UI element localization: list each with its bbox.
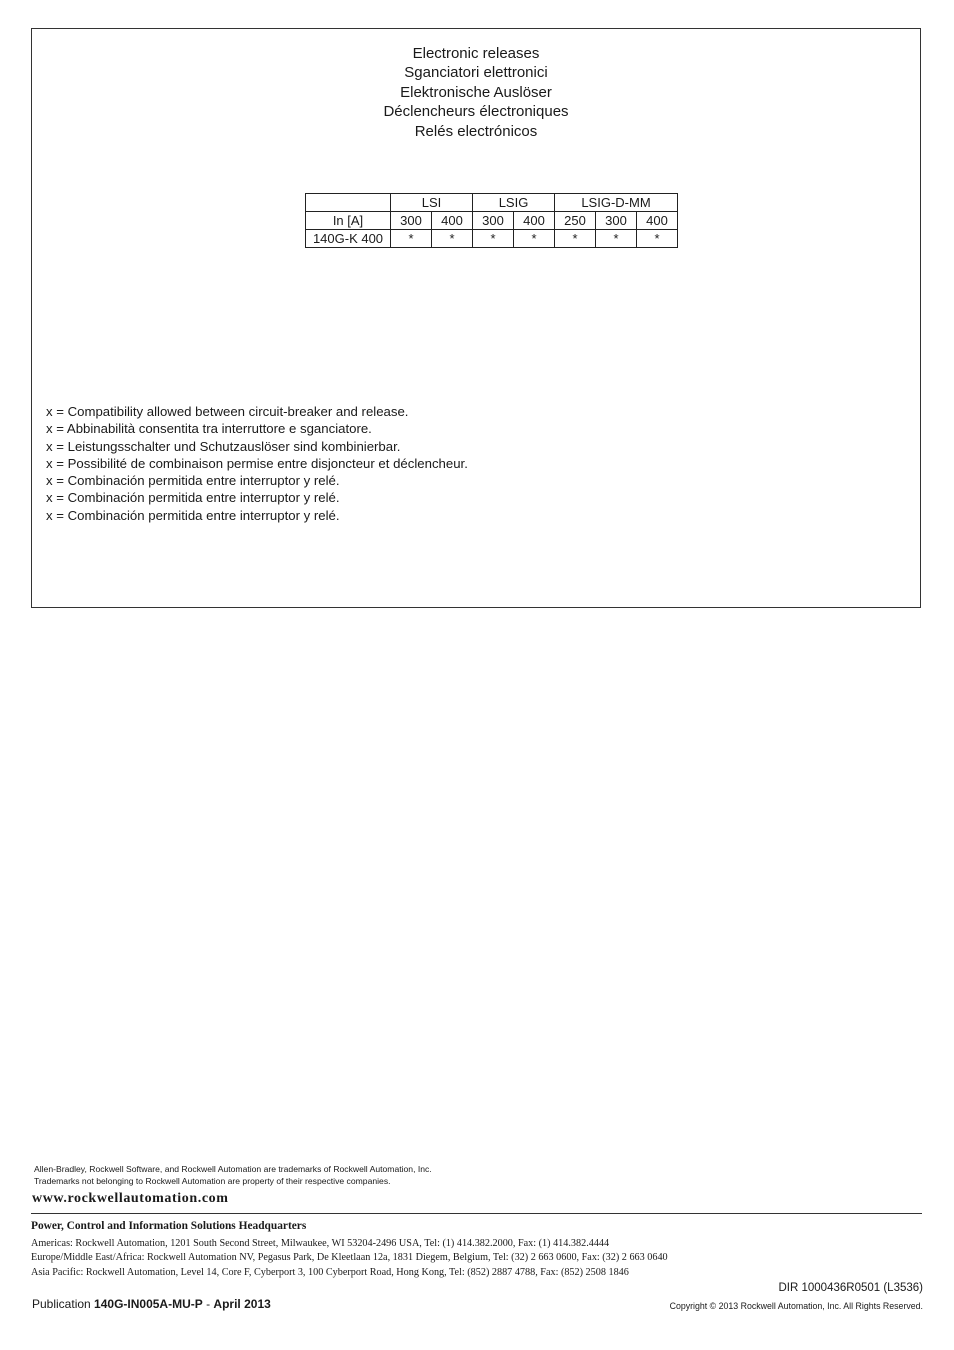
title-block <box>32 44 920 141</box>
note-spanish: x = Combinación permitida entre interruptor y relé. <box>46 473 340 489</box>
address-block <box>31 1237 668 1280</box>
in-value-cell: 300 <box>473 212 514 230</box>
in-value-cell: 400 <box>514 212 555 230</box>
address-asia-pacific: Asia Pacific: Rockwell Automation, Level 14, Core F, Cyberport 3, 100 Cyberport Road, Hong Kong, Tel: (852) 2887 4788, Fax: (852) 2508 1846 <box>31 1266 629 1278</box>
title-english: Electronic releases <box>412 45 540 62</box>
compat-mark-cell: * <box>391 230 432 248</box>
in-value-cell: 300 <box>596 212 637 230</box>
compat-mark-cell: * <box>637 230 678 248</box>
publication-date: April 2013 <box>213 1297 271 1311</box>
headquarters-title: Power, Control and Information Solutions Headquarters <box>31 1220 307 1232</box>
copyright-notice: Copyright © 2013 Rockwell Automation, Inc. All Rights Reserved. <box>669 1301 923 1311</box>
note-spanish: x = Combinación permitida entre interruptor y relé. <box>46 507 340 523</box>
in-value-cell: 400 <box>432 212 473 230</box>
table-header-row <box>306 194 678 212</box>
title-spanish: Relés electrónicos <box>414 122 538 140</box>
trademark-line: Allen-Bradley, Rockwell Software, and Rockwell Automation are trademarks of Rockwell Automation, Inc. <box>34 1164 432 1174</box>
compatibility-table <box>305 193 678 248</box>
compat-mark-cell: * <box>555 230 596 248</box>
in-value-cell: 250 <box>555 212 596 230</box>
note-german: x = Leistungsschalter und Schutzauslöser sind kombinierbar. <box>46 438 401 454</box>
group-header-lsig: LSIG <box>473 194 555 212</box>
row-label-in: In [A] <box>306 212 391 230</box>
table-row-in <box>306 212 678 230</box>
in-value-cell: 300 <box>391 212 432 230</box>
title-italian: Sganciatori elettronici <box>404 64 548 82</box>
table-row-140g-k-400 <box>306 230 678 248</box>
compat-mark-cell: * <box>596 230 637 248</box>
in-value-cell: 400 <box>637 212 678 230</box>
address-americas: Americas: Rockwell Automation, 1201 South Second Street, Milwaukee, WI 53204-2496 USA, Tel: (1) 414.382.2000, Fax: (1) 414.382.4444 <box>31 1238 610 1249</box>
publication-info <box>32 1297 271 1311</box>
note-english: x = Compatibility allowed between circuit-breaker and release. <box>46 404 409 419</box>
group-header-lsig-d-mm: LSIG-D-MM <box>555 194 678 212</box>
trademark-notice <box>34 1163 432 1187</box>
document-id: DIR 1000436R0501 (L3536) <box>778 1282 923 1294</box>
compat-mark-cell: * <box>432 230 473 248</box>
group-header-lsi: LSI <box>391 194 473 212</box>
title-french: Déclencheurs électroniques <box>383 103 569 121</box>
note-french: x = Possibilité de combinaison permise entre disjoncteur et déclencheur. <box>46 455 468 471</box>
publication-prefix: Publication <box>32 1297 95 1311</box>
note-spanish: x = Combinación permitida entre interruptor y relé. <box>46 490 340 506</box>
compat-mark-cell: * <box>473 230 514 248</box>
legend-notes <box>46 403 468 524</box>
website-link[interactable]: www.rockwellautomation.com <box>32 1191 229 1206</box>
table-corner-cell <box>306 194 391 212</box>
compat-mark-cell: * <box>514 230 555 248</box>
note-italian: x = Abbinabilità consentita tra interruttore e sganciatore. <box>46 421 372 437</box>
title-german: Elektronische Auslöser <box>400 83 552 101</box>
address-emea: Europe/Middle East/Africa: Rockwell Automation NV, Pegasus Park, De Kleetlaan 12a, 1831 Diegem, Belgium, Tel: (32) 2 663 0600, Fax: (32) 2 663 0640 <box>31 1252 668 1264</box>
trademark-line: Trademarks not belonging to Rockwell Automation are property of their respective companies. <box>34 1176 391 1186</box>
publication-number: 140G-IN005A-MU-P <box>94 1297 203 1311</box>
publication-separator: - <box>202 1297 214 1311</box>
content-frame <box>31 28 921 608</box>
row-label-breaker: 140G-K 400 <box>306 230 391 248</box>
footer-divider <box>31 1213 922 1214</box>
